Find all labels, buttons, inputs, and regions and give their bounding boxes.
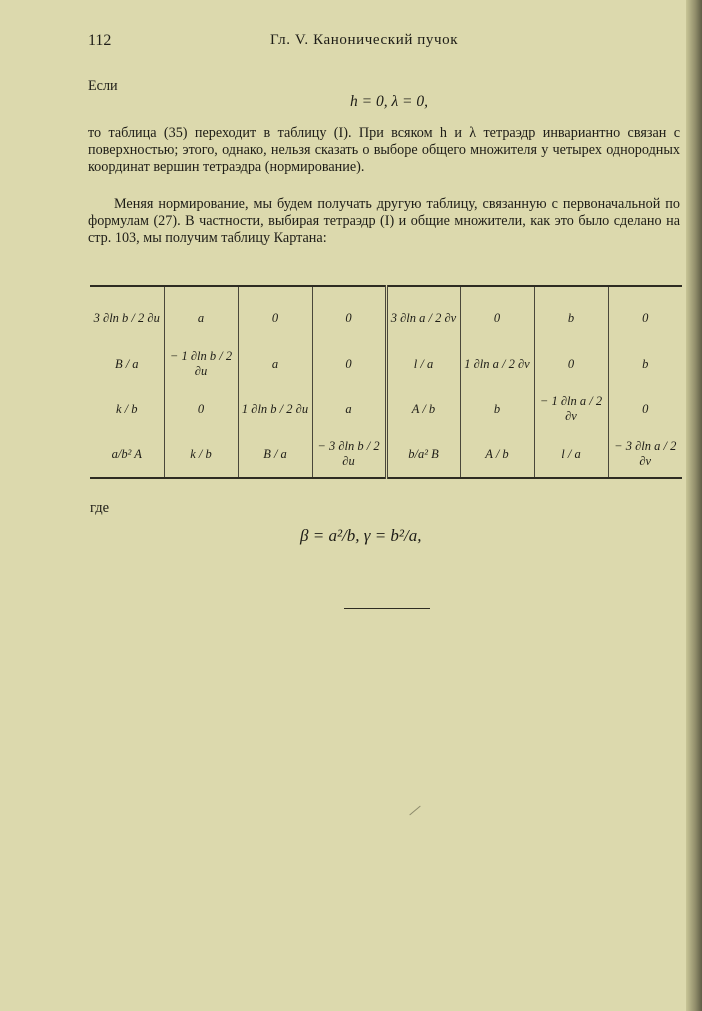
- cell-expression: 1 ∂ln b / 2 ∂u: [241, 401, 309, 416]
- table-cell: [238, 286, 312, 342]
- cell-expression: 0: [345, 310, 352, 325]
- table-cell: [460, 342, 534, 387]
- cell-expression: − 3 ∂ln a / 2 ∂v: [614, 439, 677, 469]
- running-head: Гл. V. Канонический пучок: [270, 32, 459, 48]
- cell-expression: 3 ∂ln b / 2 ∂u: [93, 310, 160, 325]
- paragraph-1: то таблица (35) переходит в таблицу (I). При всяком h и λ тетраэдр инвариантно связан с поверхностью; этого, однако, нельзя сказать о выборе общего множителя у четырех однородных координат вершин тетраэдра (нормирование).: [88, 125, 680, 176]
- cell-expression: b: [493, 401, 501, 416]
- cell-expression: A / b: [411, 401, 436, 416]
- table-cell: [386, 387, 460, 432]
- cell-expression: b/a² B: [408, 446, 439, 461]
- table-cell: [90, 432, 164, 478]
- table-cell: [460, 286, 534, 342]
- cell-expression: − 1 ∂ln b / 2 ∂u: [169, 349, 233, 379]
- table-cell: [238, 432, 312, 478]
- table-cell: [312, 432, 386, 478]
- table-cell: [386, 342, 460, 387]
- table-cell: [164, 286, 238, 342]
- cell-expression: − 1 ∂ln a / 2 ∂v: [539, 394, 603, 424]
- cell-expression: a: [197, 310, 205, 325]
- cell-expression: 0: [493, 310, 501, 325]
- cell-expression: l / a: [413, 356, 434, 371]
- cell-expression: 0: [271, 310, 279, 325]
- cell-expression: k / b: [190, 446, 212, 461]
- table-cell: [608, 387, 682, 432]
- cell-expression: b: [642, 356, 649, 371]
- table-cell: [90, 342, 164, 387]
- cell-expression: l / a: [561, 446, 581, 461]
- page-number: 112: [88, 32, 112, 49]
- paragraph-2: Меняя нормирование, мы будем получать другую таблицу, связанную с первоначальной по формулам (27). В частности, выбирая тетраэдр (I) и общие множители, как это было сделано на стр. 103, мы получим таблицу Картана:: [88, 196, 680, 247]
- cell-expression: 0: [567, 356, 575, 371]
- table-cell: [534, 342, 608, 387]
- text-if: Если: [88, 78, 118, 94]
- table-cell: [90, 387, 164, 432]
- table-row: [90, 342, 682, 387]
- cell-expression: b: [567, 310, 575, 325]
- table-cell: [164, 432, 238, 478]
- table-cell: [608, 286, 682, 342]
- table-cell: [460, 387, 534, 432]
- table-row: [90, 286, 682, 342]
- cell-expression: − 3 ∂ln b / 2 ∂u: [317, 439, 380, 469]
- table-cell: [608, 342, 682, 387]
- page-header: [88, 32, 678, 56]
- cell-expression: 0: [642, 401, 649, 416]
- table-cell: [312, 387, 386, 432]
- cell-expression: 0: [197, 401, 205, 416]
- cell-expression: a/b² A: [111, 446, 142, 461]
- cell-expression: a: [345, 401, 352, 416]
- end-rule: [344, 608, 430, 609]
- cell-expression: 1 ∂ln a / 2 ∂v: [464, 356, 530, 371]
- table-cell: [312, 286, 386, 342]
- cell-expression: 0: [345, 356, 352, 371]
- table-cell: [460, 432, 534, 478]
- cell-expression: 0: [642, 310, 649, 325]
- table-cell: [534, 432, 608, 478]
- cell-expression: k / b: [115, 401, 138, 416]
- table-cell: [608, 432, 682, 478]
- cell-expression: B / a: [263, 446, 287, 461]
- table-row: [90, 387, 682, 432]
- table-cell: [164, 342, 238, 387]
- text-where: где: [90, 500, 110, 516]
- table-row: [90, 432, 682, 478]
- cell-expression: a: [271, 356, 279, 371]
- cell-expression: A / b: [485, 446, 509, 461]
- table-cell: [90, 286, 164, 342]
- cell-expression: 3 ∂ln a / 2 ∂v: [390, 310, 457, 325]
- page-edge: [686, 0, 702, 1011]
- table-cell: [386, 286, 460, 342]
- table-cell: [238, 342, 312, 387]
- cartan-table: [90, 285, 682, 479]
- table-cell: [312, 342, 386, 387]
- definitions-formula: β = a²/b, γ = b²/a,: [300, 526, 422, 545]
- table-cell: [534, 286, 608, 342]
- condition-formula: h = 0, λ = 0,: [350, 93, 429, 110]
- table-cell: [386, 432, 460, 478]
- cell-expression: B / a: [114, 356, 139, 371]
- table-cell: [238, 387, 312, 432]
- table-cell: [164, 387, 238, 432]
- table-cell: [534, 387, 608, 432]
